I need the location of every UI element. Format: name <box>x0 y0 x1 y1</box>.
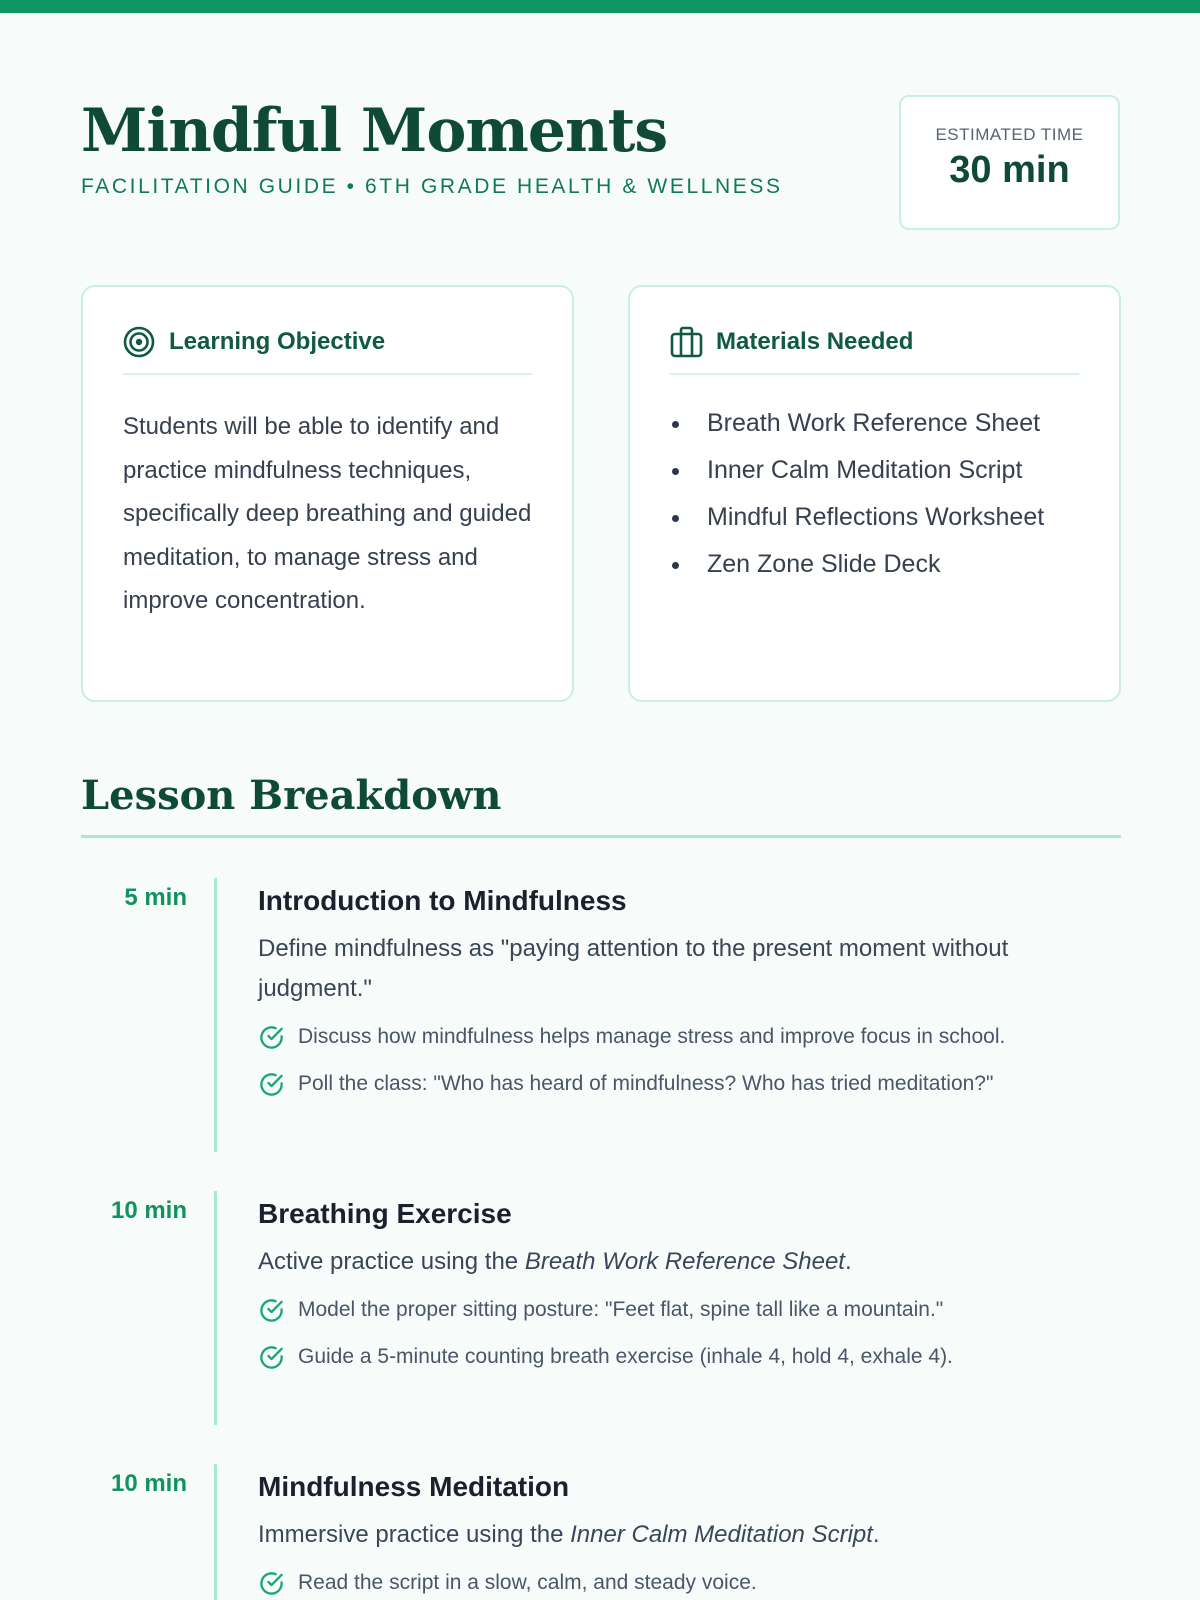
step-material-reference: Inner Calm Meditation Script <box>570 1521 873 1548</box>
check-circle-icon <box>258 1297 285 1324</box>
estimated-time-value: 30 min <box>949 149 1070 191</box>
learning-objective-title: Learning Objective <box>169 328 386 355</box>
materials-header <box>670 325 1079 375</box>
step-duration: 10 min <box>110 1470 187 1497</box>
step-timeline-line <box>214 878 217 1152</box>
check-circle-icon <box>258 1071 285 1098</box>
step-duration: 10 min <box>110 1197 187 1224</box>
step-body <box>258 1197 1121 1390</box>
checklist-text: Guide a 5-minute counting breath exercise (inhale 4, hold 4, exhale 4). <box>298 1345 953 1368</box>
checklist-text: Model the proper sitting posture: "Feet flat, spine tall like a mountain." <box>298 1298 944 1321</box>
step-description <box>258 1242 1121 1282</box>
checklist-item <box>258 1023 1121 1051</box>
checklist-item <box>258 1070 1121 1098</box>
checklist-text: Poll the class: "Who has heard of mindfulness? Who has tried meditation?" <box>298 1072 994 1095</box>
learning-objective-card <box>81 285 574 702</box>
step-description-suffix: . <box>872 1521 880 1548</box>
lesson-step <box>81 1197 1121 1427</box>
materials-title: Materials Needed <box>716 328 914 355</box>
check-circle-icon <box>258 1024 285 1051</box>
lesson-step <box>81 884 1121 1154</box>
briefcase-icon <box>670 325 704 359</box>
estimated-time-box <box>899 95 1120 230</box>
step-description <box>258 1515 1121 1555</box>
page-header <box>81 93 1121 233</box>
checklist-item <box>258 1296 1121 1324</box>
page-subtitle: FACILITATION GUIDE • 6TH GRADE HEALTH & WELLNESS <box>81 175 783 198</box>
material-item: Zen Zone Slide Deck <box>670 541 1099 588</box>
lesson-step <box>81 1470 1121 1600</box>
step-checklist <box>258 1296 1121 1371</box>
lesson-breakdown-title: Lesson Breakdown <box>81 772 502 819</box>
step-checklist <box>258 1569 1121 1597</box>
section-divider <box>81 835 1121 838</box>
materials-card <box>628 285 1121 702</box>
step-description-text: Immersive practice using the <box>258 1521 571 1548</box>
check-circle-icon <box>258 1570 285 1597</box>
top-accent-bar <box>0 0 1200 13</box>
step-material-reference: Breath Work Reference Sheet <box>524 1248 845 1275</box>
checklist-text: Discuss how mindfulness helps manage stress and improve focus in school. <box>298 1025 1006 1048</box>
step-description: Define mindfulness as "paying attention to the present moment without judgment." <box>258 935 1009 1002</box>
step-timeline-line <box>214 1191 217 1425</box>
step-description-suffix: . <box>844 1248 852 1275</box>
material-item: Inner Calm Meditation Script <box>670 447 1099 494</box>
learning-objective-header <box>123 325 532 375</box>
step-body <box>258 1470 1121 1600</box>
step-title: Introduction to Mindfulness <box>258 885 627 916</box>
materials-list <box>670 400 1099 588</box>
step-body <box>258 884 1121 1117</box>
material-item: Breath Work Reference Sheet <box>670 400 1099 447</box>
learning-objective-text: Students will be able to identify and practice mindfulness techniques, specifically deep breathing and guided meditation, to manage stress and improve concentration. <box>123 413 532 614</box>
estimated-time-label: ESTIMATED TIME <box>935 125 1084 144</box>
material-item: Mindful Reflections Worksheet <box>670 494 1099 541</box>
step-timeline-line <box>214 1464 217 1600</box>
checklist-text: Read the script in a slow, calm, and steady voice. <box>298 1571 757 1594</box>
page-title: Mindful Moments <box>81 96 668 166</box>
step-duration: 5 min <box>124 884 187 911</box>
step-checklist <box>258 1023 1121 1098</box>
step-description-text: Active practice using the <box>258 1248 525 1275</box>
step-title: Mindfulness Meditation <box>258 1471 570 1502</box>
checklist-item <box>258 1569 1121 1597</box>
target-icon <box>123 325 157 359</box>
check-circle-icon <box>258 1344 285 1371</box>
checklist-item <box>258 1343 1121 1371</box>
step-title: Breathing Exercise <box>258 1198 512 1229</box>
